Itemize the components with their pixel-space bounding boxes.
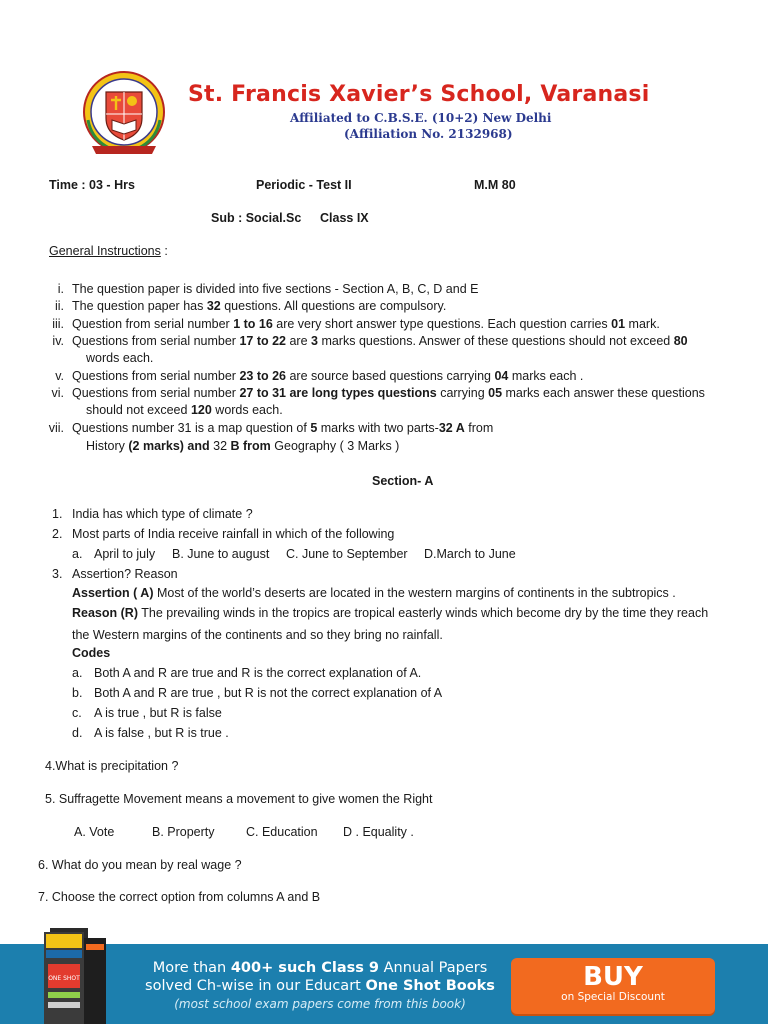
exam-time: Time : 03 - Hrs (49, 178, 135, 192)
codes-label: Codes (72, 646, 111, 660)
svg-text:ONE SHOT: ONE SHOT (48, 975, 80, 982)
code-d: A is false , but R is true . (94, 726, 229, 740)
instruction-item: Questions from serial number 17 to 22 are 3 marks questions. Answer of these questions should not exceed 80 (72, 334, 688, 348)
instruction-item-continued: words each. (86, 351, 154, 365)
code-c-key: c. (72, 706, 82, 720)
exam-class: Class IX (320, 211, 369, 225)
question-4: 4.What is precipitation ? (45, 759, 179, 773)
instruction-number: i. (57, 282, 64, 296)
question-7: 7. Choose the correct option from columns A and B (38, 890, 321, 904)
max-marks: M.M 80 (474, 178, 516, 192)
question-1-number: 1. (52, 507, 63, 521)
question-5: 5. Suffragette Movement means a movement to give women the Right (45, 792, 433, 806)
code-a-key: a. (72, 666, 83, 680)
question-1: India has which type of climate ? (72, 507, 253, 521)
instruction-number: v. (55, 369, 64, 383)
instruction-number: iii. (52, 317, 64, 331)
question-3-number: 3. (52, 567, 63, 581)
instruction-number: ii. (54, 299, 64, 313)
school-name: St. Francis Xavier’s School, Varanasi (188, 82, 650, 107)
buy-button[interactable] (511, 958, 715, 1014)
question-2-number: 2. (52, 527, 63, 541)
instruction-number: vii. (48, 421, 64, 435)
exam-subject: Sub : Social.Sc (211, 211, 302, 225)
instruction-item: Questions number 31 is a map question of 5 marks with two parts-32 A from (72, 421, 494, 435)
q2-option-a: April to july (94, 547, 156, 561)
code-b: Both A and R are true , but R is not the correct explanation of A (94, 686, 443, 700)
section-title: Section- A (372, 474, 434, 488)
q2-option-b: B. June to august (172, 547, 270, 561)
instruction-item-continued: History (2 marks) and 32 B from Geography ( 3 Marks ) (86, 439, 400, 453)
instruction-item: The question paper is divided into five sections - Section A, B, C, D and E (72, 282, 479, 296)
code-c: A is true , but R is false (94, 706, 222, 720)
instruction-item: Question from serial number 1 to 16 are very short answer type questions. Each question carries 01 mark. (72, 317, 660, 331)
school-logo (70, 68, 178, 158)
q2-option-label: a. (72, 547, 83, 561)
q5-option-d: D . Equality . (343, 825, 414, 839)
book-stack-image (36, 924, 120, 1024)
buy-button-sublabel: on Special Discount (561, 991, 665, 1003)
banner-line-3: (most school exam papers come from this book) (174, 997, 466, 1011)
instruction-number: vi. (51, 386, 64, 400)
affiliation-number: (Affiliation No. 2132968) (344, 127, 513, 141)
q5-option-b: B. Property (152, 825, 215, 839)
banner-line-1: More than 400+ such Class 9 Annual Papers (152, 960, 488, 976)
instructions-heading: General Instructions : (49, 244, 168, 258)
affiliation-line: Affiliated to C.B.S.E. (10+2) New Delhi (290, 111, 552, 125)
instruction-item: Questions from serial number 23 to 26 are source based questions carrying 04 marks each . (72, 369, 584, 383)
code-d-key: d. (72, 726, 83, 740)
question-2: Most parts of India receive rainfall in which of the following (72, 527, 395, 541)
instruction-item-continued: should not exceed 120 words each. (86, 403, 283, 417)
q2-option-d: D.March to June (424, 547, 516, 561)
question-6: 6. What do you mean by real wage ? (38, 858, 242, 872)
instruction-item: Questions from serial number 27 to 31 are long types questions carrying 05 marks each answer these questions (72, 386, 705, 400)
buy-button-label: BUY (583, 962, 643, 992)
banner-line-2: solved Ch-wise in our Educart One Shot Books (145, 978, 495, 994)
assertion: Assertion ( A) Most of the world’s deserts are located in the western margins of continents in the subtropics . (72, 586, 676, 600)
code-a: Both A and R are true and R is the correct explanation of A. (94, 666, 422, 680)
exam-name: Periodic - Test II (256, 178, 352, 192)
instruction-item: The question paper has 32 questions. All questions are compulsory. (72, 299, 447, 313)
instruction-number: iv. (52, 334, 64, 348)
reason-continued: the Western margins of the continents and so they bring no rainfall. (72, 628, 443, 642)
q5-option-c: C. Education (246, 825, 318, 839)
q5-option-a: A. Vote (74, 825, 115, 839)
q2-option-c: C. June to September (286, 547, 408, 561)
reason: Reason (R) The prevailing winds in the tropics are tropical easterly winds which become dry by the time they reach (72, 606, 709, 620)
code-b-key: b. (72, 686, 83, 700)
question-3: Assertion? Reason (72, 567, 178, 581)
